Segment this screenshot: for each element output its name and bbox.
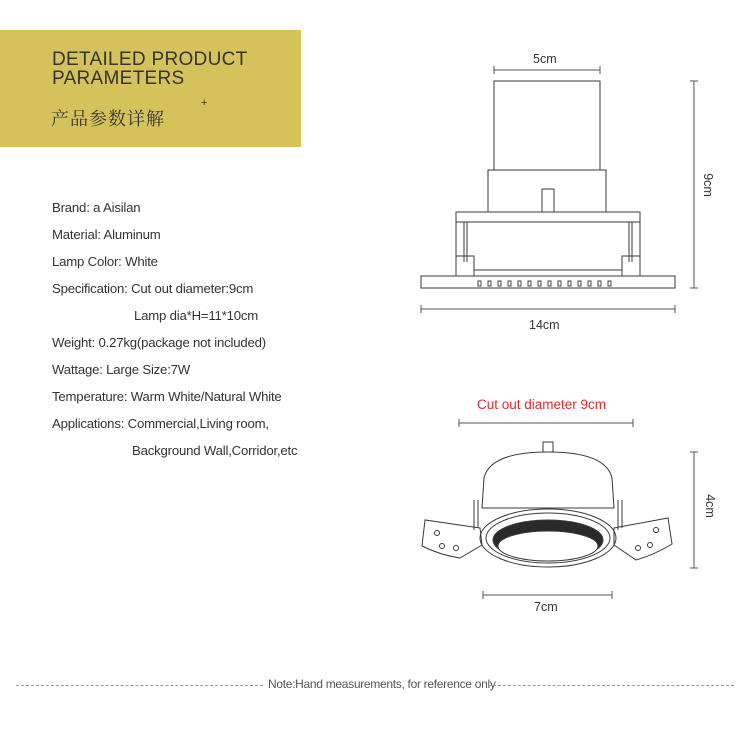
header-subtitle: 产品参数详解 [51,109,165,130]
spec-specification: Specification: Cut out diameter:9cm [52,281,254,296]
header-title-line-2: PARAMETERS [52,68,185,89]
header-plus-mark: + [201,97,208,109]
bottom-height-label: 4cm [702,494,717,518]
footer-note: Note:Hand measurements, for reference only [268,677,496,691]
spec-temperature: Temperature: Warm White/Natural White [52,389,282,404]
spec-wattage: Wattage: Large Size:7W [52,362,191,377]
header-title-line-1: DETAILED PRODUCT [52,49,248,70]
spec-lamp-dimensions: Lamp dia*H=11*10cm [134,308,259,323]
top-width-label: 5cm [533,52,557,66]
spec-lamp-color: Lamp Color: White [52,254,158,269]
cutout-diameter-label: Cut out diameter 9cm [477,397,607,412]
top-height-label: 9cm [700,173,715,197]
top-bottom-width-label: 14cm [529,318,560,332]
side-view-drawing [421,66,698,313]
spec-applications-continued: Background Wall,Corridor,etc [132,443,298,458]
spec-applications: Applications: Commercial,Living room, [52,416,269,431]
footer-divider-left [16,685,263,686]
bottom-width-label: 7cm [534,600,558,614]
footer-divider-right [488,685,734,686]
perspective-view-drawing [422,419,698,599]
spec-weight: Weight: 0.27kg(package not included) [52,335,266,350]
spec-brand: Brand: a Aisilan [52,200,141,215]
spec-material: Material: Aluminum [52,227,161,242]
